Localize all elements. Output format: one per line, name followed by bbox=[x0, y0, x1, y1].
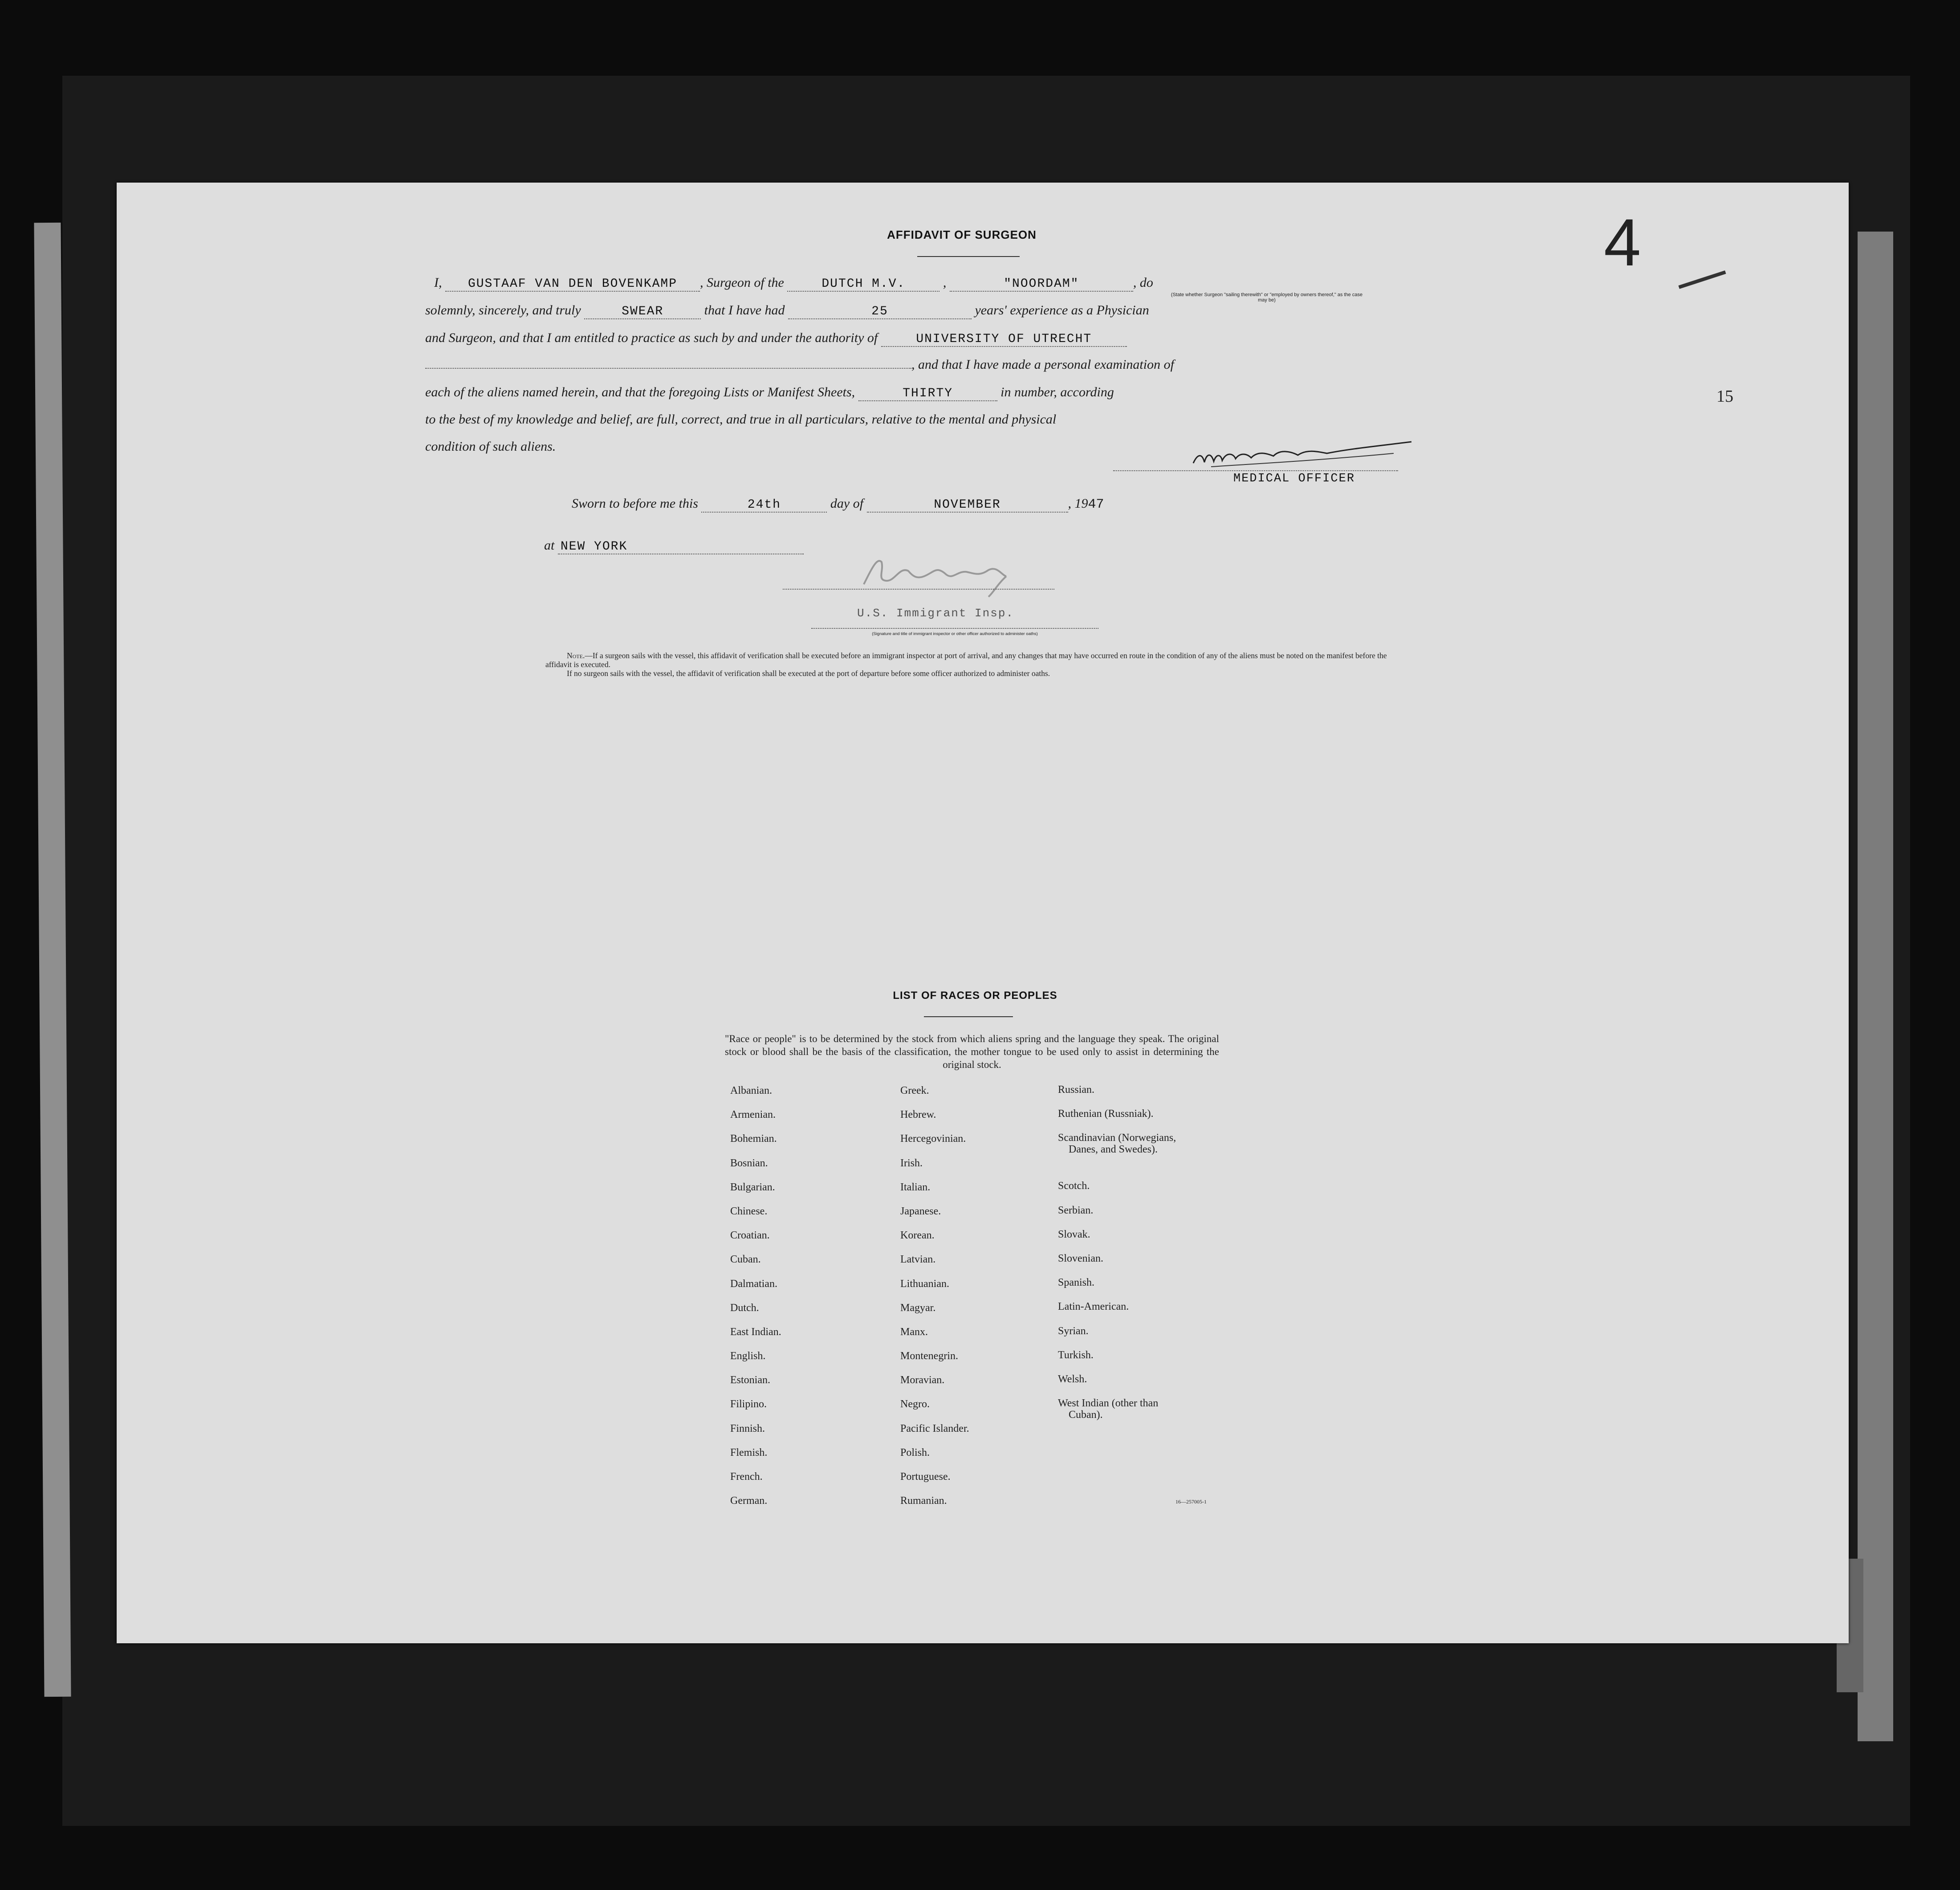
sheet-number: 15 bbox=[1716, 387, 1733, 406]
race-item: Armenian. bbox=[730, 1109, 776, 1121]
race-item: Slovenian. bbox=[1058, 1252, 1103, 1264]
affidavit-title: AFFIDAVIT OF SURGEON bbox=[887, 228, 1037, 241]
surgeon-name-field: GUSTAAF VAN DEN BOVENKAMP bbox=[445, 277, 700, 292]
race-item: Chinese. bbox=[730, 1205, 768, 1217]
race-item: Latvian. bbox=[900, 1254, 936, 1266]
sworn-line: Sworn to before me this 24th day of NOVEMBER , 1947 bbox=[572, 496, 1104, 512]
race-item: Filipino. bbox=[730, 1398, 767, 1410]
race-item: Polish. bbox=[900, 1446, 930, 1458]
race-item: German. bbox=[730, 1495, 768, 1507]
affidavit-line-3: and Surgeon, and that I am entitled to practice as such by and under the authority of UNIVERSITY OF UTRECHT bbox=[425, 330, 1276, 347]
race-item: Spanish. bbox=[1058, 1277, 1095, 1289]
sworn-place-field: NEW YORK bbox=[558, 540, 804, 554]
race-item: Greek. bbox=[900, 1085, 929, 1096]
race-item: Finnish. bbox=[730, 1422, 765, 1434]
race-item: East Indian. bbox=[730, 1326, 781, 1338]
affidavit-line-4: , and that I have made a personal examination of bbox=[425, 357, 1276, 372]
race-item: Slovak. bbox=[1058, 1228, 1090, 1240]
inspector-caption: (Signature and title of immigrant inspector or other officer authorized to administer oaths) bbox=[872, 631, 1038, 636]
years-field: 25 bbox=[788, 305, 972, 319]
inspector-signature bbox=[846, 549, 1060, 598]
title-rule bbox=[917, 256, 1020, 257]
affidavit-line-7: condition of such aliens. bbox=[425, 439, 556, 454]
races-title: LIST OF RACES OR PEOPLES bbox=[893, 990, 1057, 1002]
race-item: Albanian. bbox=[730, 1085, 772, 1096]
race-item: Syrian. bbox=[1058, 1325, 1089, 1337]
vessel-name-field: "NOORDAM" bbox=[950, 277, 1133, 292]
race-item: Irish. bbox=[900, 1157, 923, 1169]
race-item: Dutch. bbox=[730, 1302, 759, 1314]
race-item: Italian. bbox=[900, 1181, 931, 1193]
race-item: Welsh. bbox=[1058, 1373, 1087, 1385]
inspector-signature-line bbox=[811, 628, 1098, 629]
medical-officer-signature bbox=[1184, 436, 1425, 471]
race-item: Bosnian. bbox=[730, 1157, 768, 1169]
race-item: Croatian. bbox=[730, 1230, 770, 1242]
oath-field: SWEAR bbox=[584, 305, 701, 319]
races-title-rule bbox=[924, 1016, 1013, 1017]
vessel-note: (State whether Surgeon "sailing therewith" or "employed by owners thereof," as the case may be) bbox=[1171, 292, 1363, 303]
race-item: Negro. bbox=[900, 1398, 930, 1410]
race-item: Hebrew. bbox=[900, 1109, 936, 1121]
form-number: 16—257005-1 bbox=[1175, 1499, 1207, 1505]
race-item: Ruthenian (Russniak). bbox=[1058, 1108, 1154, 1120]
race-item: Pacific Islander. bbox=[900, 1422, 969, 1434]
race-item: English. bbox=[730, 1350, 766, 1362]
race-item: Bohemian. bbox=[730, 1133, 777, 1145]
races-column-1 bbox=[730, 1085, 781, 1519]
race-item: Lithuanian. bbox=[900, 1278, 949, 1290]
authority-continued-field bbox=[425, 368, 911, 369]
race-item: Turkish. bbox=[1058, 1349, 1094, 1361]
signature-line bbox=[1113, 470, 1398, 471]
affidavit-note bbox=[545, 651, 1400, 678]
sworn-day-field: 24th bbox=[701, 498, 827, 513]
race-item: Serbian. bbox=[1058, 1204, 1094, 1216]
race-item: Cuban. bbox=[730, 1254, 761, 1266]
race-item: French. bbox=[730, 1471, 763, 1483]
race-item: Scandinavian (Norwegians, Danes, and Swedes). bbox=[1058, 1132, 1176, 1156]
sworn-place-line: at NEW YORK bbox=[544, 538, 900, 554]
race-item: West Indian (other than Cuban). bbox=[1058, 1397, 1159, 1421]
sworn-year: 47 bbox=[1088, 497, 1104, 512]
signature-title: MEDICAL OFFICER bbox=[1233, 472, 1355, 485]
race-item: Russian. bbox=[1058, 1084, 1095, 1096]
race-item: Dalmatian. bbox=[730, 1278, 777, 1290]
races-intro: "Race or people" is to be determined by the stock from which aliens spring and the language they speak. The original stock or blood shall be the basis of the classification, the mother tongue to be used only to assist in determining the original stock. bbox=[725, 1033, 1219, 1070]
affidavit-line-2: solemnly, sincerely, and truly SWEAR that I have had 25 years' experience as a Physician bbox=[425, 303, 1149, 318]
document-page bbox=[117, 183, 1849, 1643]
note-text-2: If no surgeon sails with the vessel, the affidavit of verification shall be executed at the port of departure before some officer authorized to administer oaths. bbox=[567, 669, 1050, 678]
race-item: Rumanian. bbox=[900, 1495, 947, 1507]
races-column-3 bbox=[1058, 1084, 1176, 1422]
note-text-1: —If a surgeon sails with the vessel, this affidavit of verification shall be executed before an immigrant inspector at port of arrival, and any changes that may have occurred en route in the condition of any of the aliens must be noted on the manifest before the affidavit is executed. bbox=[545, 651, 1387, 669]
race-item: Bulgarian. bbox=[730, 1181, 775, 1193]
race-item: Scotch. bbox=[1058, 1180, 1090, 1192]
note-label: Note. bbox=[567, 651, 585, 660]
race-item: Flemish. bbox=[730, 1446, 768, 1458]
page-number: 4 bbox=[1604, 205, 1641, 280]
race-item: Magyar. bbox=[900, 1302, 936, 1314]
race-item: Japanese. bbox=[900, 1205, 941, 1217]
affidavit-line-5: each of the aliens named herein, and that the foregoing Lists or Manifest Sheets, THIRTY in number, according bbox=[425, 385, 1114, 400]
inspector-upper-line bbox=[783, 589, 1054, 590]
race-item: Estonian. bbox=[730, 1374, 770, 1386]
race-item: Hercegovinian. bbox=[900, 1133, 966, 1145]
right-film-strip bbox=[1858, 232, 1893, 1741]
race-item: Latin-American. bbox=[1058, 1301, 1129, 1313]
race-item: Portuguese. bbox=[900, 1471, 951, 1483]
sworn-month-field: NOVEMBER bbox=[867, 498, 1068, 513]
vessel-type-field: DUTCH M.V. bbox=[787, 277, 939, 292]
affidavit-line-1: I, GUSTAAF VAN DEN BOVENKAMP , Surgeon of the DUTCH M.V. , "NOORDAM" , do bbox=[434, 275, 1153, 291]
race-item: Montenegrin. bbox=[900, 1350, 958, 1362]
sheets-count-field: THIRTY bbox=[858, 387, 997, 401]
races-column-2 bbox=[900, 1085, 969, 1519]
authority-field: UNIVERSITY OF UTRECHT bbox=[881, 332, 1127, 347]
affidavit-line-6: to the best of my knowledge and belief, are full, correct, and true in all particulars, relative to the mental and physical bbox=[425, 412, 1057, 427]
race-item: Manx. bbox=[900, 1326, 928, 1338]
inspector-title: U.S. Immigrant Insp. bbox=[857, 607, 1014, 620]
race-item: Moravian. bbox=[900, 1374, 945, 1386]
race-item: Korean. bbox=[900, 1230, 935, 1242]
